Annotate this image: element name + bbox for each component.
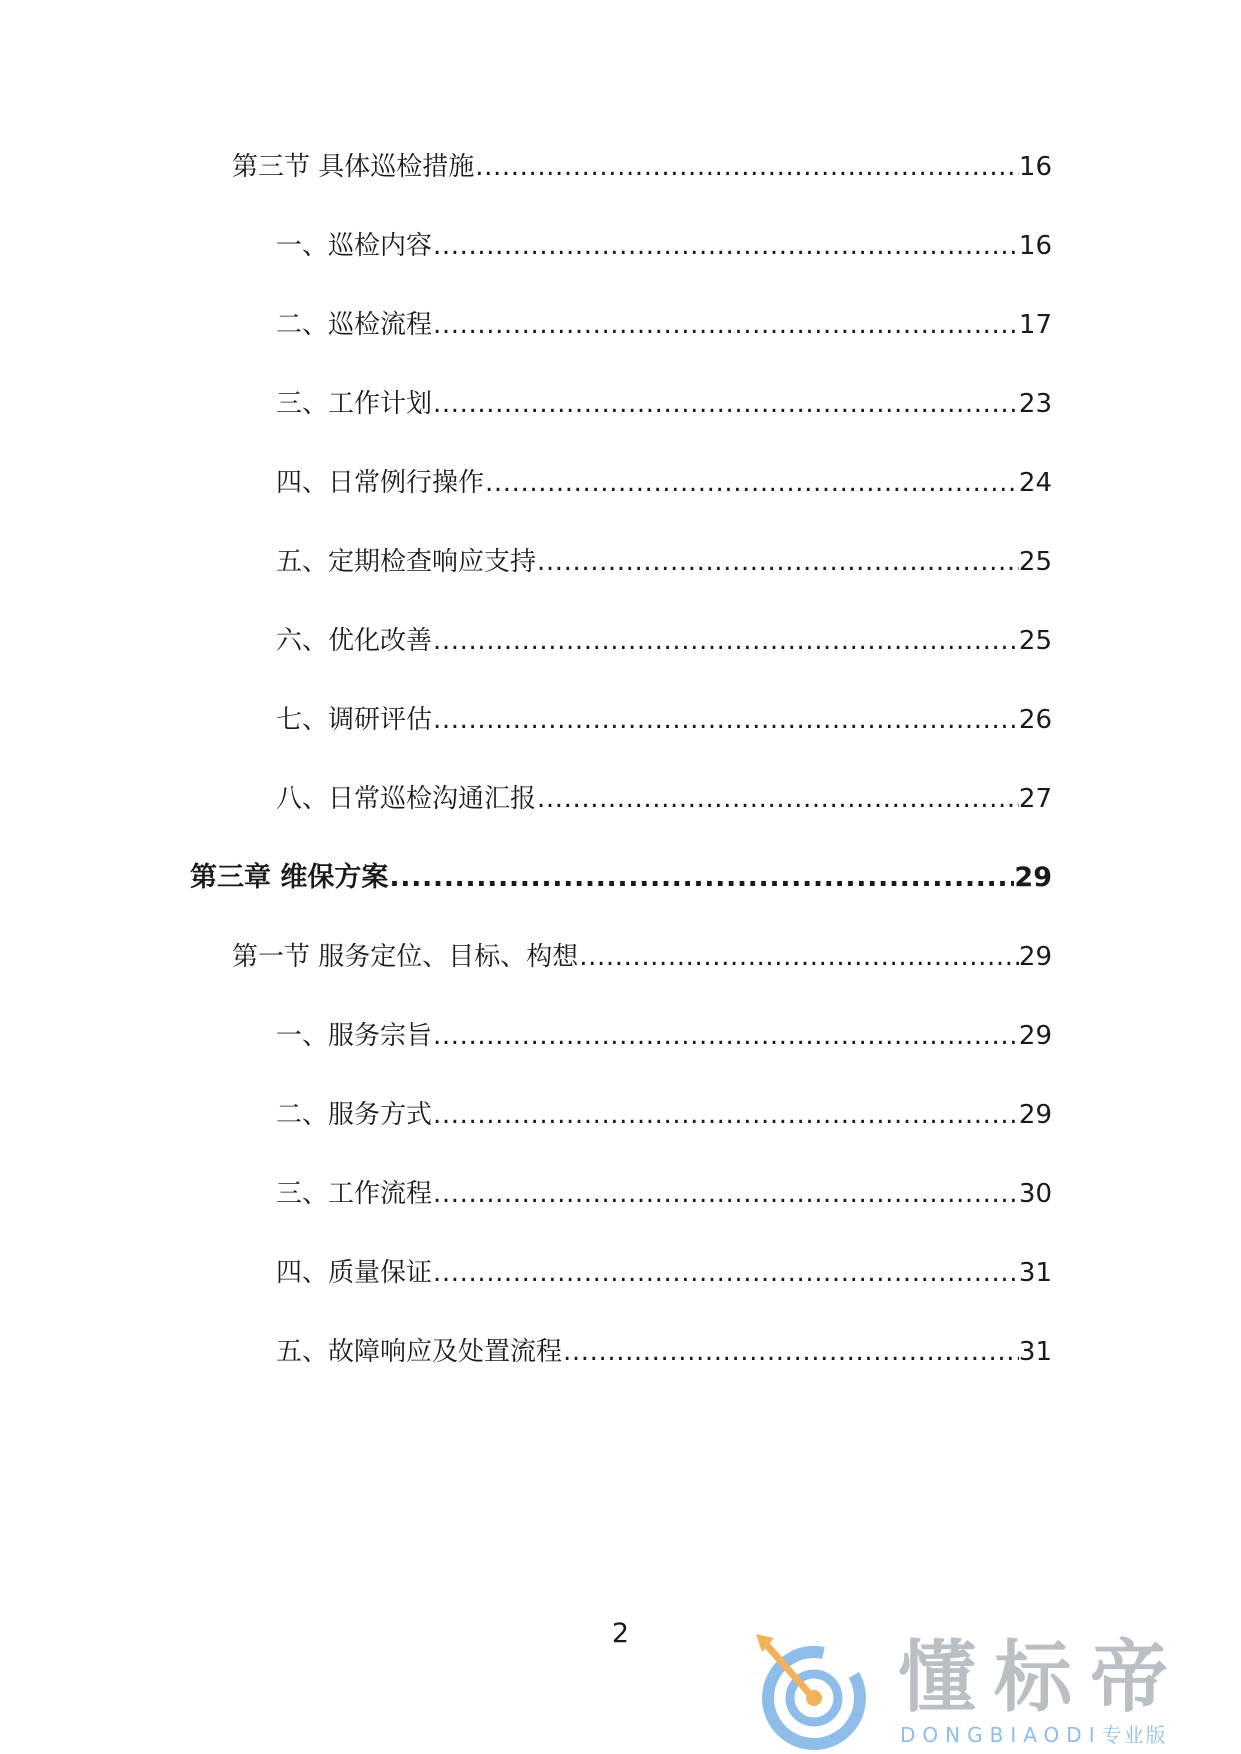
toc-entry-title: 二、服务方式 <box>276 1100 433 1130</box>
toc-leader-dots <box>432 621 1019 661</box>
toc-entry-title: 四、质量保证 <box>276 1258 433 1288</box>
toc-leader-dots <box>432 1253 1019 1293</box>
toc-leader-dots <box>578 937 1019 977</box>
watermark-edition: 专业版 <box>1101 1723 1168 1747</box>
toc-entry[interactable] <box>276 700 1052 740</box>
toc-entry-page: 30 <box>1018 1179 1052 1209</box>
toc-entry[interactable] <box>232 147 1052 187</box>
toc-leader-dots <box>432 1095 1019 1135</box>
toc-leader-dots <box>432 384 1019 424</box>
toc-entry-title: 六、优化改善 <box>276 626 433 656</box>
toc-leader-dots <box>536 779 1019 819</box>
toc-leader-dots <box>562 1332 1019 1372</box>
toc-entry[interactable] <box>276 1174 1052 1214</box>
toc-leader-dots <box>432 1016 1019 1056</box>
toc-entry-page: 31 <box>1018 1258 1052 1288</box>
toc-entry-page: 26 <box>1018 705 1052 735</box>
toc-entry-page: 17 <box>1018 310 1052 340</box>
toc-entry[interactable] <box>276 226 1052 266</box>
toc-entry-title: 二、巡检流程 <box>276 310 433 340</box>
toc-leader-dots <box>432 305 1019 345</box>
toc-entry-page: 29 <box>1018 1100 1052 1130</box>
toc-entry-title: 五、故障响应及处置流程 <box>276 1337 563 1367</box>
toc-entry[interactable] <box>276 1253 1052 1293</box>
watermark-brand-pinyin: DONGBIAODI <box>900 1723 1102 1747</box>
toc-entry-title: 第一节 服务定位、目标、构想 <box>232 942 579 972</box>
toc-entry-title: 五、定期检查响应支持 <box>276 547 537 577</box>
toc-entry-title: 八、日常巡检沟通汇报 <box>276 784 537 814</box>
toc-entry[interactable] <box>276 779 1052 819</box>
toc-entry-page: 29 <box>1018 1021 1052 1051</box>
toc-entry-page: 24 <box>1018 468 1052 498</box>
target-arrow-icon <box>748 1628 878 1754</box>
toc-entry[interactable] <box>276 384 1052 424</box>
toc-entry-page: 16 <box>1018 231 1052 261</box>
toc-entry-title: 第三节 具体巡检措施 <box>232 152 475 182</box>
toc-entry-page: 16 <box>1018 152 1052 182</box>
toc-entry[interactable] <box>276 463 1052 503</box>
toc-entry[interactable] <box>276 1095 1052 1135</box>
toc-entry-title: 第三章 维保方案 <box>190 862 389 893</box>
toc-entry-title: 三、工作流程 <box>276 1179 433 1209</box>
toc-entry[interactable] <box>276 1016 1052 1056</box>
toc-chapter-entry[interactable] <box>190 858 1052 898</box>
toc-entry-page: 29 <box>1018 942 1052 972</box>
toc-entry-page: 31 <box>1018 1337 1052 1367</box>
toc-entry-title: 一、巡检内容 <box>276 231 433 261</box>
toc-entry-page: 25 <box>1018 547 1052 577</box>
toc-leader-dots <box>388 858 1014 898</box>
toc-leader-dots <box>484 463 1019 503</box>
toc-leader-dots <box>432 700 1019 740</box>
toc-entry-title: 七、调研评估 <box>276 705 433 735</box>
toc-entry[interactable] <box>276 621 1052 661</box>
toc-entry-title: 一、服务宗旨 <box>276 1021 433 1051</box>
watermark-brand-name: 懂标帝 <box>898 1633 1187 1723</box>
toc-entry[interactable] <box>276 305 1052 345</box>
watermark <box>748 1628 1218 1748</box>
toc-entry[interactable] <box>232 937 1052 977</box>
toc-entry-page: 29 <box>1014 862 1052 893</box>
toc-leader-dots <box>432 1174 1019 1214</box>
toc-leader-dots <box>536 542 1019 582</box>
page-number: 2 <box>611 1618 630 1649</box>
toc-entry-page: 27 <box>1018 784 1052 814</box>
toc-leader-dots <box>474 147 1019 187</box>
toc-leader-dots <box>432 226 1019 266</box>
toc-entry[interactable] <box>276 542 1052 582</box>
watermark-subtitle <box>900 1723 1168 1747</box>
toc-entry[interactable] <box>276 1332 1052 1372</box>
toc-entry-title: 三、工作计划 <box>276 389 433 419</box>
toc-entry-page: 25 <box>1018 626 1052 656</box>
toc-entry-page: 23 <box>1018 389 1052 419</box>
toc-entry-title: 四、日常例行操作 <box>276 468 485 498</box>
